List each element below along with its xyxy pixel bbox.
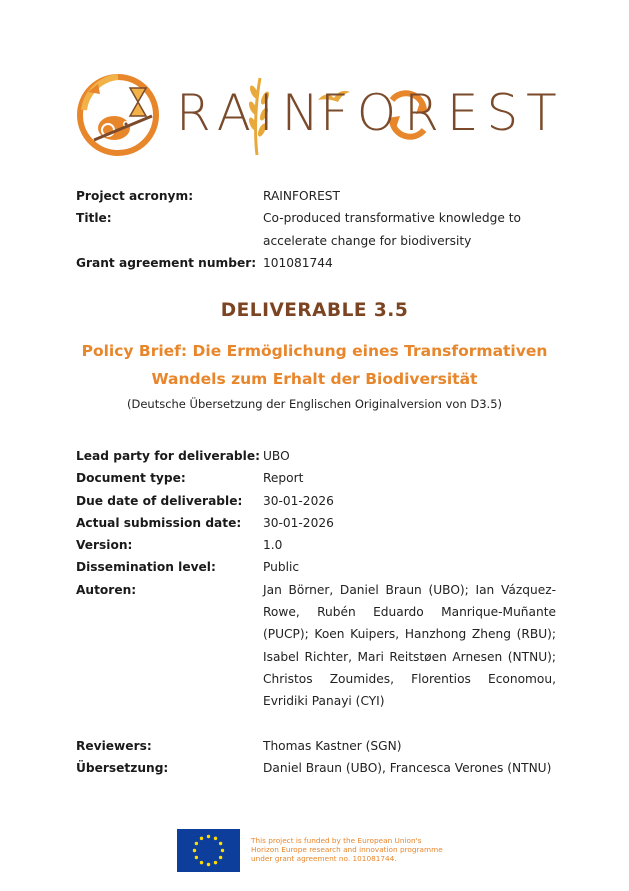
eu-star-icon — [221, 849, 224, 852]
details-value: 1.0 — [263, 538, 283, 553]
details-value: 30-01-2026 — [263, 515, 334, 530]
details-label: Lead party for deliverable: — [76, 449, 260, 463]
details-row — [76, 556, 556, 578]
project-value: RAINFOREST — [263, 189, 340, 203]
funding-line: This project is funded by the European Union's — [251, 836, 422, 845]
details-row — [76, 490, 556, 512]
details-label: Document type: — [76, 471, 186, 486]
project-row — [76, 207, 556, 252]
details-label: Actual submission date: — [76, 515, 242, 530]
deliverable-subtitle-line: Policy Brief: Die Ermöglichung eines Transformativen — [81, 342, 548, 360]
eu-star-icon — [219, 842, 222, 845]
details-row — [76, 512, 556, 534]
details-table — [76, 445, 556, 713]
eu-star-icon — [193, 849, 196, 852]
logo-wordmark-rain: RAIN — [176, 84, 328, 142]
details-row — [76, 467, 556, 489]
deliverable-note: (Deutsche Übersetzung der Englischen Originalversion von D3.5) — [126, 397, 503, 411]
eu-star-icon — [195, 856, 198, 859]
funding-line: Horizon Europe research and innovation programme — [251, 845, 443, 854]
details-value: 30-01-2026 — [263, 493, 334, 508]
eu-star-icon — [214, 837, 217, 840]
eu-star-icon — [219, 856, 222, 859]
funding-statement — [251, 836, 481, 863]
project-row — [76, 185, 556, 207]
hourglass-icon — [130, 88, 146, 116]
review-row — [76, 735, 556, 757]
review-row — [76, 757, 556, 779]
review-label: Übersetzung: — [76, 761, 169, 776]
details-label: Due date of deliverable: — [76, 493, 243, 508]
project-row — [76, 252, 556, 274]
project-value: 101081744 — [263, 255, 333, 270]
details-label: Version: — [76, 538, 133, 553]
eu-star-icon — [200, 861, 203, 864]
details-label: Autoren: — [76, 582, 137, 597]
details-value: Public — [263, 560, 300, 575]
project-label: Grant agreement number: — [76, 255, 257, 270]
deliverable-subtitle — [0, 337, 629, 393]
details-row — [76, 445, 556, 467]
project-label: Title: — [76, 211, 112, 226]
review-label: Reviewers: — [76, 739, 152, 753]
details-row — [76, 534, 556, 556]
details-value: Report — [263, 471, 304, 486]
eu-stars — [177, 829, 240, 872]
project-info-table — [76, 185, 556, 274]
details-value: UBO — [263, 449, 290, 463]
details-label: Dissemination level: — [76, 560, 216, 575]
eu-star-icon — [207, 835, 210, 838]
deliverable-title: DELIVERABLE 3.5 — [220, 300, 409, 321]
eu-star-icon — [207, 863, 210, 866]
project-value: Co-produced transformative knowledge to accelerate change for biodiversity — [263, 211, 521, 248]
deliverable-subtitle-line: Wandels zum Erhalt der Biodiversität — [151, 370, 478, 388]
logo-wordmark-forest: FOREST — [320, 84, 565, 142]
authors-value: Jan Börner, Daniel Braun (UBO); Ian Vázquez-Rowe, Rubén Eduardo Manrique-Muñante (PUCP); Koen Kuipers, Hanzhong Zheng (RBU); Isabel Richter, Mari Reitstøen Arnesen (NTNU); Christos Zoumides, Florentios Economou, Evridiki Panayi (CYI) — [263, 582, 556, 709]
funding-line: under grant agreement no. 101081744. — [251, 854, 397, 863]
eu-star-icon — [214, 861, 217, 864]
review-value: Thomas Kastner (SGN) — [263, 739, 402, 753]
eu-star-icon — [195, 842, 198, 845]
details-row — [76, 579, 556, 713]
project-label: Project acronym: — [76, 189, 194, 203]
review-value: Daniel Braun (UBO), Francesca Verones (NTNU) — [263, 761, 552, 776]
eu-star-icon — [200, 837, 203, 840]
eu-flag-icon — [177, 829, 240, 872]
review-table — [76, 735, 556, 780]
